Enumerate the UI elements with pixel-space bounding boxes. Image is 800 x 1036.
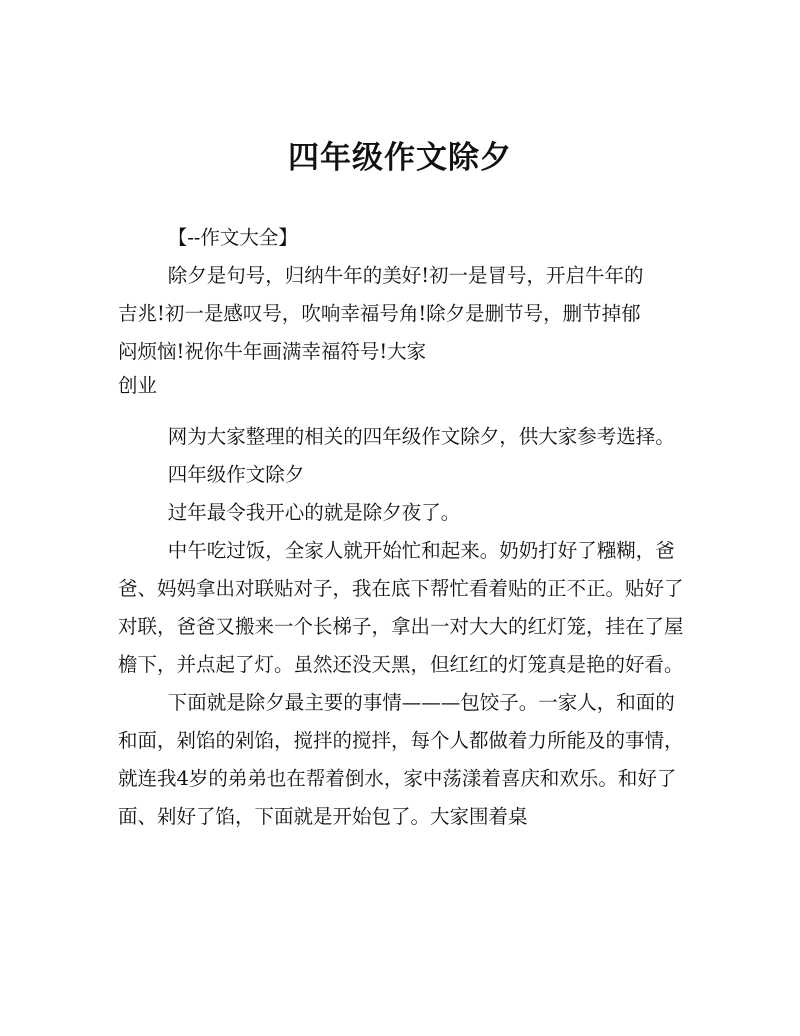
paragraph-3: 过年最令我开心的就是除夕夜了。 — [167, 501, 461, 524]
source-tag: 【--作文大全】 — [167, 226, 298, 249]
document-title: 四年级作文除夕 — [288, 140, 512, 176]
intro-block — [118, 257, 688, 401]
intro-line-4: 创业 — [118, 374, 158, 397]
content-block — [118, 418, 688, 836]
paragraph-2: 四年级作文除夕 — [167, 463, 305, 486]
paragraph-4: 中午吃过饭，全家人就开始忙和起来。奶奶打好了糨糊，爸爸、妈妈拿出对联贴对子，我在底下帮忙看着贴的正不正。贴好了对联，爸爸又搬来一个长梯子，拿出一对大大的红灯笼，挂在了屋檐下，并点起了灯。虽然还没天黑，但红红的灯笼真是艳的好看。 — [118, 539, 684, 676]
intro-line-2: 吉兆!初一是感叹号，吹响幸福号角!除夕是删节号，删节掉郁 — [118, 302, 641, 325]
paragraph-1: 网为大家整理的相关的四年级作文除夕，供大家参考选择。 — [167, 425, 675, 448]
intro-line-1: 除夕是句号，归纳牛年的美好!初一是冒号，开启牛年的 — [167, 264, 644, 287]
paragraph-5: 下面就是除夕最主要的事情———包饺子。一家人，和面的和面，剁馅的剁馅，搅拌的搅拌，每个人都做着力所能及的事情，就连我4岁的弟弟也在帮着倒水，家中荡漾着喜庆和欢乐。和好了面、剁好了馅，下面就是开始包了。大家围着桌 — [118, 691, 684, 828]
intro-line-3: 闷烦恼!祝你牛年画满幸福符号!大家 — [118, 340, 427, 363]
source-tag-block — [118, 219, 688, 257]
